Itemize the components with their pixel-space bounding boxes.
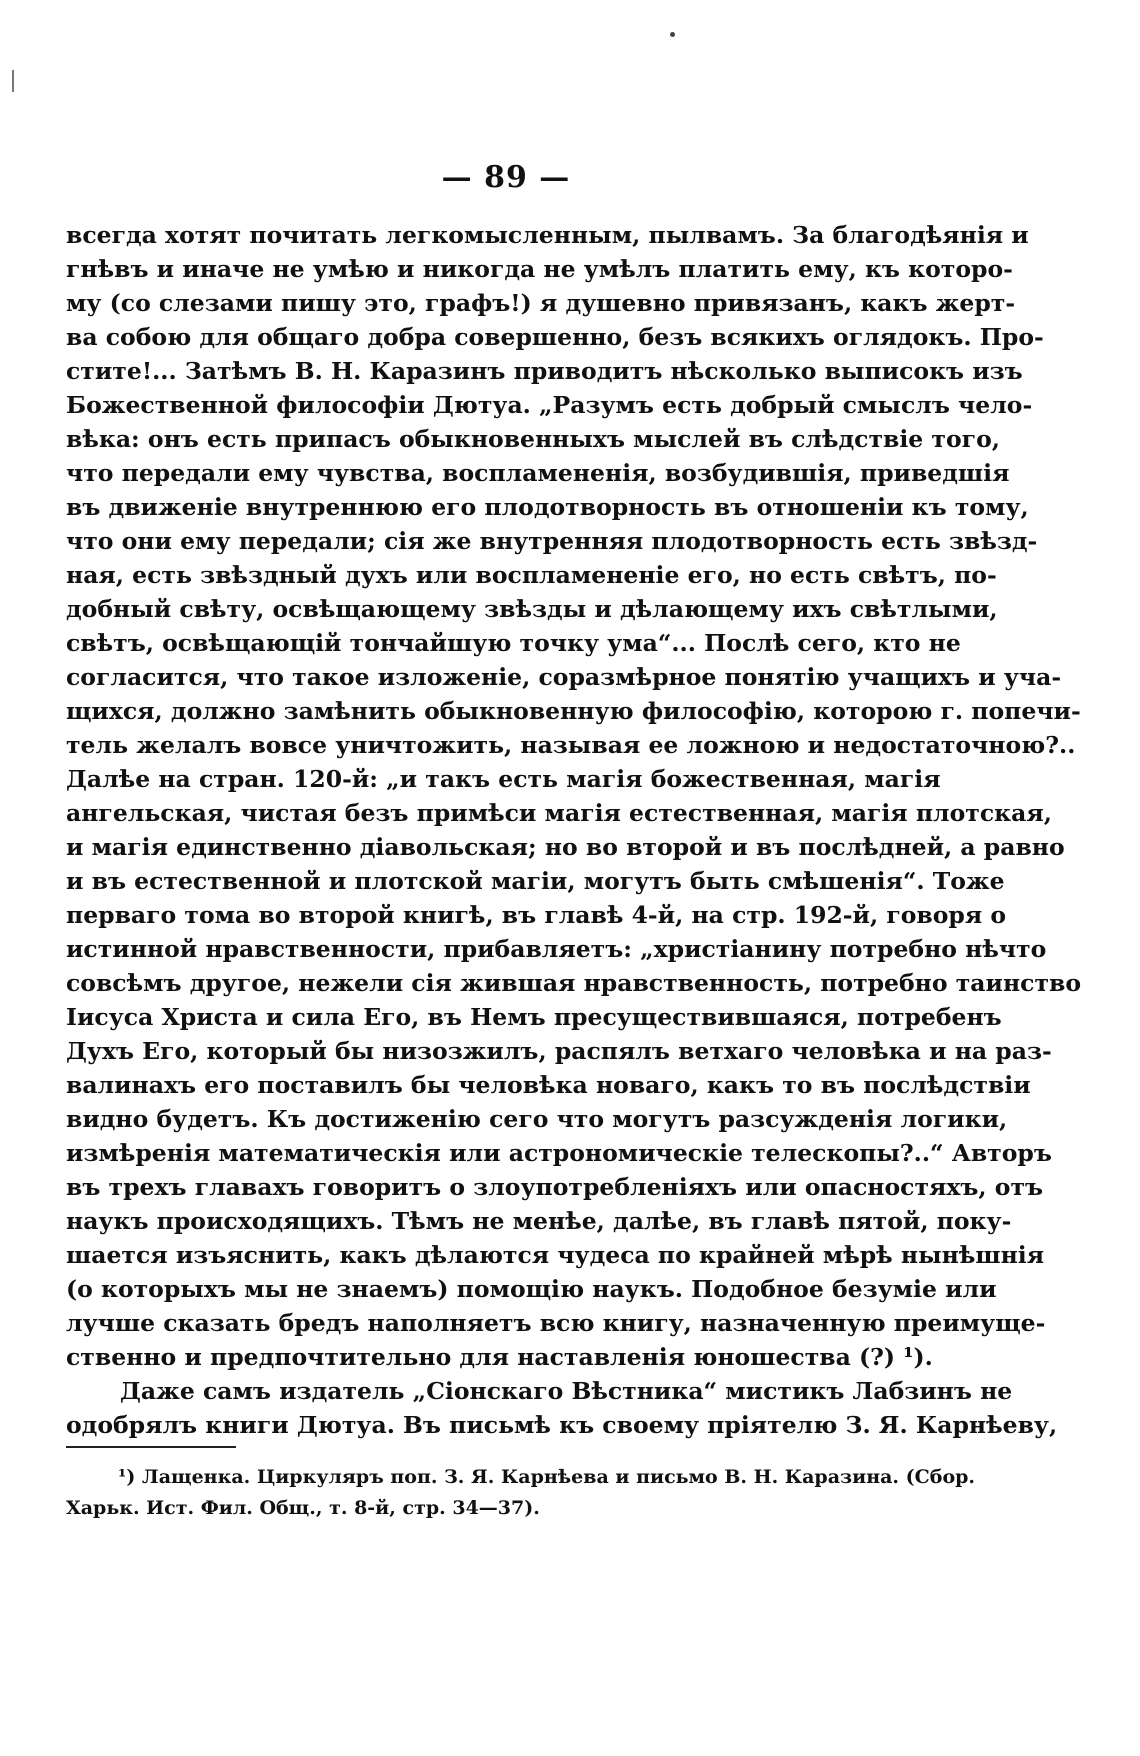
text-line: совсѣмъ другое, нежели сія жившая нравственность, потребно таинство [66, 969, 1082, 997]
text-line: валинахъ его поставилъ бы человѣка новаго, какъ то въ послѣдствіи [66, 1071, 1031, 1099]
text-line: добный свѣту, освѣщающему звѣзды и дѣлающему ихъ свѣтлыми, [66, 595, 998, 623]
text-line: видно будетъ. Къ достиженію сего что могутъ разсужденія логики, [66, 1105, 1008, 1133]
text-line: гнѣвъ и иначе не умѣю и никогда не умѣлъ платить ему, къ которо- [66, 255, 1013, 283]
footnote-divider [66, 1446, 236, 1448]
text-line: свѣтъ, освѣщающій тончайшую точку ума“... Послѣ сего, кто не [66, 629, 961, 657]
text-line: (о которыхъ мы не знаемъ) помощію наукъ. Подобное безуміе или [66, 1275, 997, 1303]
text-line: Іисуса Христа и сила Его, въ Немъ пресуществившаяся, потребенъ [66, 1003, 1002, 1031]
text-line: ственно и предпочтительно для наставленія юношества (?) ¹). [66, 1343, 933, 1371]
text-line: тель желалъ вовсе уничтожить, называя ее ложною и недостаточною?.. [66, 731, 1076, 759]
text-line: лучше сказать бредъ наполняетъ всю книгу, назначенную преимуще- [66, 1309, 1046, 1337]
text-line: перваго тома во второй книгѣ, въ главѣ 4-й, на стр. 192-й, говоря о [66, 901, 1007, 929]
page-number: — 89 — [441, 160, 571, 195]
text-line: Даже самъ издатель „Сіонскаго Вѣстника“ мистикъ Лабзинъ не [120, 1377, 1013, 1405]
text-line: что передали ему чувства, воспламененія, возбудившія, приведшія [66, 459, 1010, 487]
text-line: измѣренія математическія или астрономическіе телескопы?..“ Авторъ [66, 1139, 1052, 1167]
text-line: ва собою для общаго добра совершенно, безъ всякихъ оглядокъ. Про- [66, 323, 1044, 351]
scan-edge-mark [12, 70, 14, 92]
text-line: Божественной философіи Дютуа. „Разумъ есть добрый смыслъ чело- [66, 391, 1033, 419]
text-line: согласится, что такое изложеніе, соразмѣрное понятію учащихъ и уча- [66, 663, 1062, 691]
text-line: и въ естественной и плотской магіи, могутъ быть смѣшенія“. Тоже [66, 867, 1005, 895]
text-line: Далѣе на стран. 120-й: „и такъ есть магія божественная, магія [66, 765, 941, 793]
text-line: въ трехъ главахъ говоритъ о злоупотребленіяхъ или опасностяхъ, отъ [66, 1173, 1044, 1201]
text-line: что они ему передали; сія же внутренняя плодотворность есть звѣзд- [66, 527, 1038, 555]
text-line: шается изъяснить, какъ дѣлаются чудеса по крайней мѣрѣ нынѣшнія [66, 1241, 1045, 1269]
text-line: ная, есть звѣздный духъ или воспламененіе его, но есть свѣтъ, по- [66, 561, 997, 589]
footnote-line: ¹) Лащенка. Циркуляръ поп. З. Я. Карнѣева и письмо В. Н. Каразина. (Сбор. [118, 1466, 976, 1488]
text-line: стите!... Затѣмъ В. Н. Каразинъ приводитъ нѣсколько выписокъ изъ [66, 357, 1023, 385]
text-line: въ движеніе внутреннюю его плодотворность въ отношеніи къ тому, [66, 493, 1029, 521]
text-line: му (со слезами пишу это, графъ!) я душевно привязанъ, какъ жерт- [66, 289, 1016, 317]
text-line: Духъ Его, который бы низозжилъ, распялъ ветхаго человѣка и на раз- [66, 1037, 1052, 1065]
text-line: и магія единственно діавольская; но во второй и въ послѣдней, а равно [66, 833, 1065, 861]
text-line: одобрялъ книги Дютуа. Въ письмѣ къ своему пріятелю З. Я. Карнѣеву, [66, 1411, 1058, 1439]
scan-speck [670, 32, 675, 37]
text-line: истинной нравственности, прибавляетъ: „христіанину потребно нѣчто [66, 935, 1047, 963]
text-line: ангельская, чистая безъ примѣси магія естественная, магія плотская, [66, 799, 1052, 827]
text-line: всегда хотят почитать легкомысленным, пылвамъ. За благодѣянія и [66, 221, 1029, 249]
footnote [66, 1462, 976, 1524]
text-line: наукъ происходящихъ. Тѣмъ не менѣе, далѣе, въ главѣ пятой, поку- [66, 1207, 1012, 1235]
text-line: щихся, должно замѣнить обыкновенную философію, которою г. попечи- [66, 697, 1081, 725]
text-line: вѣка: онъ есть припасъ обыкновенныхъ мыслей въ слѣдствіе того, [66, 425, 1000, 453]
footnote-line: Харьк. Ист. Фил. Общ., т. 8-й, стр. 34—37). [66, 1497, 540, 1519]
body-text [66, 218, 1082, 1442]
